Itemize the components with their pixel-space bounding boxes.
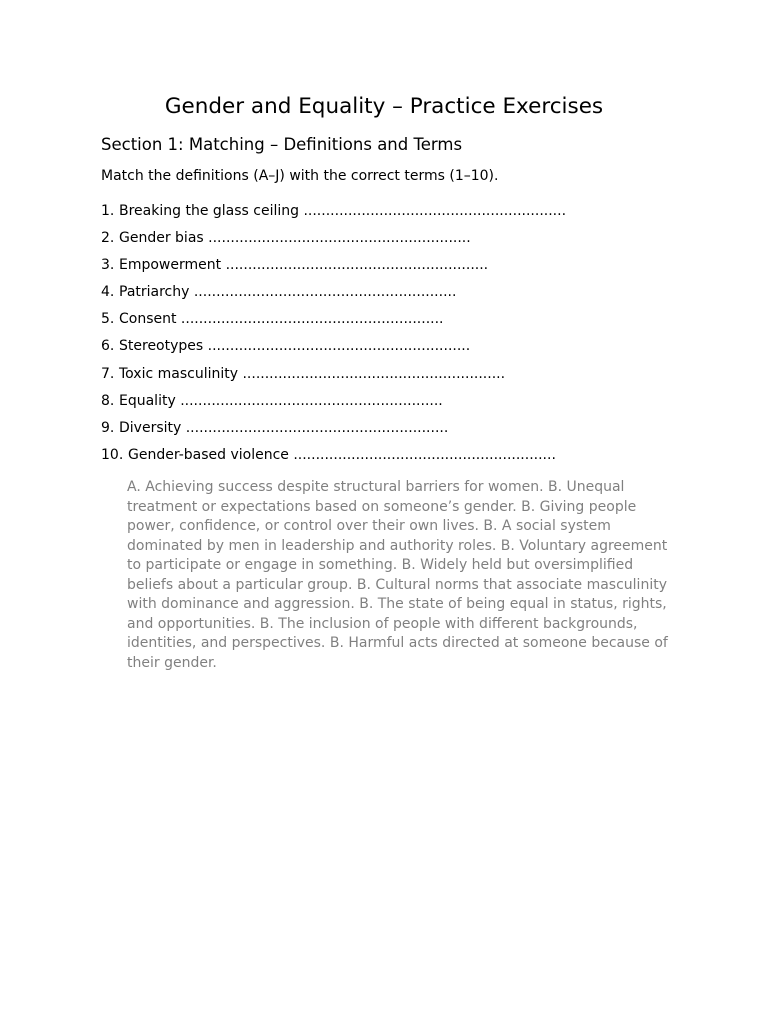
list-item	[101, 200, 566, 227]
term-label: Empowerment ...........................................................	[119, 257, 489, 274]
term-number: 6.	[101, 338, 115, 355]
term-number: 2.	[101, 230, 115, 247]
term-label: Patriarchy ...........................................................	[119, 284, 457, 301]
term-label: Gender bias ...........................................................	[119, 230, 471, 247]
page-title: Gender and Equality – Practice Exercises	[164, 94, 604, 119]
term-number: 5.	[101, 311, 115, 328]
list-item	[101, 417, 566, 444]
term-label: Breaking the glass ceiling ...........................................................	[119, 203, 567, 219]
list-item	[101, 363, 566, 390]
list-item	[101, 308, 566, 335]
term-label: Stereotypes ...........................................................	[119, 338, 471, 355]
section-title: Section 1: Matching – Definitions and Terms	[101, 135, 463, 154]
list-item	[101, 254, 566, 281]
term-number: 10.	[101, 446, 124, 463]
term-label: Diversity ...........................................................	[119, 419, 449, 436]
term-label: Consent ...........................................................	[119, 311, 444, 328]
instructions: Match the definitions (A–J) with the correct terms (1–10).	[101, 168, 499, 184]
list-item	[101, 390, 566, 417]
term-number: 4.	[101, 284, 115, 301]
terms-list	[101, 200, 566, 471]
definitions-paragraph: A. Achieving success despite structural barriers for women. B. Unequal treatment or expectations based on someone’s gender. B. Giving people power, confidence, or control over their own lives. B. A social system dominated by men in leadership and authority roles. B. Voluntary agreement to participate or engage in something. B. Widely held but oversimplified beliefs about a particular group. B. Cultural norms that associate masculinity with dominance and aggression. B. The state of being equal in status, rights, and opportunities. B. The inclusion of people with different backgrounds, identities, and perspectives. B. Harmful acts directed at someone because of their gender.	[127, 479, 668, 671]
term-number: 9.	[101, 419, 115, 436]
term-number: 3.	[101, 257, 115, 274]
list-item	[101, 444, 566, 471]
term-number: 7.	[101, 365, 115, 382]
term-label: Toxic masculinity ...........................................................	[119, 365, 506, 382]
list-item	[101, 281, 566, 308]
term-label: Gender-based violence ...........................................................	[128, 446, 556, 463]
list-item	[101, 335, 566, 362]
list-item	[101, 227, 566, 254]
term-label: Equality ...........................................................	[119, 392, 443, 409]
term-number: 1.	[101, 203, 115, 219]
term-number: 8.	[101, 392, 115, 409]
